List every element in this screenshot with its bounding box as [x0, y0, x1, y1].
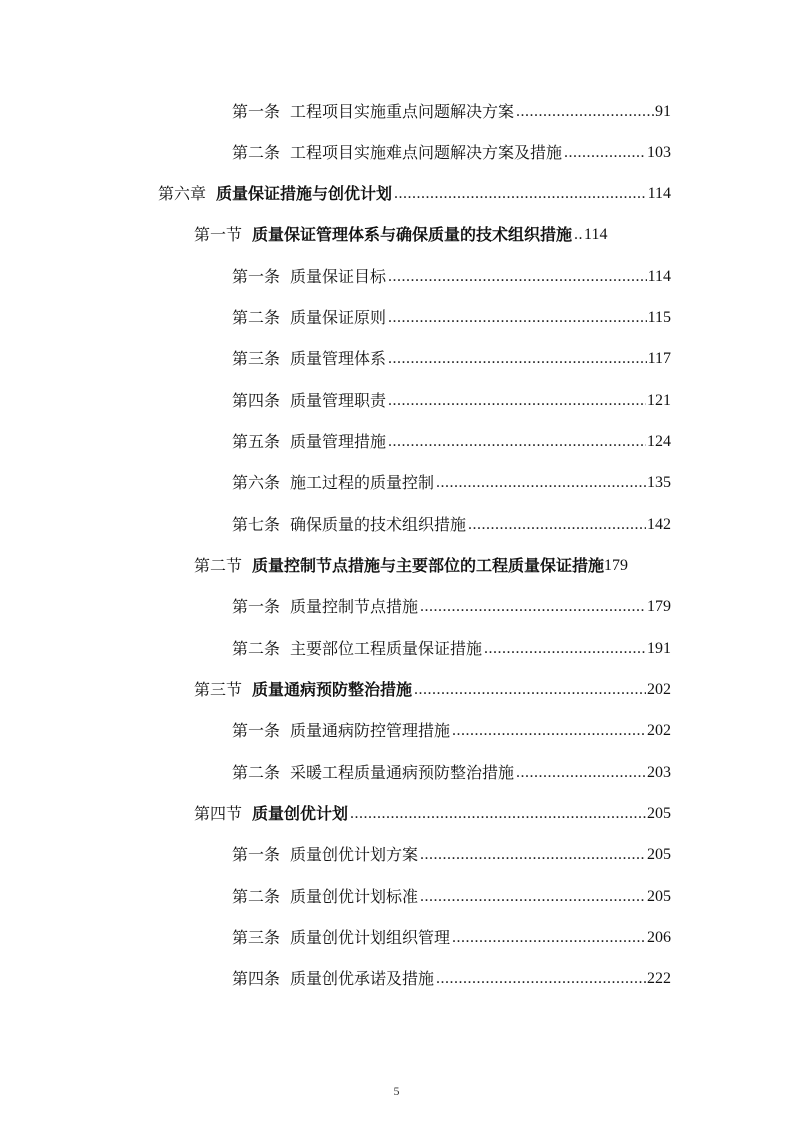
dot-leader [436, 969, 646, 989]
toc-entry-title: 质量控制节点措施 [290, 597, 419, 616]
toc-entry[interactable] [232, 298, 671, 328]
toc-entry-number: 第四条 [232, 391, 281, 410]
toc-chapter[interactable] [158, 174, 671, 204]
dot-leader [414, 680, 646, 700]
dot-leader [574, 225, 583, 245]
toc-entry-page: 205 [647, 888, 671, 905]
toc-entry-number: 第一条 [232, 267, 281, 286]
toc-entry-number: 第三节 [194, 680, 243, 699]
toc-entry-title: 质量保证管理体系与确保质量的技术组织措施 [252, 225, 573, 244]
toc-entry-number: 第六章 [158, 184, 207, 203]
toc-section[interactable] [194, 546, 697, 576]
toc-entry-page: 135 [647, 474, 671, 491]
toc-entry-page: 103 [647, 144, 671, 161]
toc-entry-number: 第一条 [232, 102, 281, 121]
toc-entry-title: 确保质量的技术组织措施 [290, 515, 467, 534]
page-number: 5 [393, 1084, 400, 1098]
toc-entry-title: 质量保证措施与创优计划 [216, 184, 393, 203]
toc-entry[interactable] [232, 835, 671, 865]
toc-entry-title: 质量管理职责 [290, 391, 387, 410]
toc-entry-title: 质量创优承诺及措施 [290, 969, 435, 988]
toc-entry-number: 第一条 [232, 845, 281, 864]
dot-leader [388, 267, 647, 287]
toc-entry-number: 第二条 [232, 639, 281, 658]
toc-entry[interactable] [232, 629, 671, 659]
toc-entry-number: 第二条 [232, 887, 281, 906]
toc-entry[interactable] [232, 877, 671, 907]
toc-entry-title: 质量创优计划标准 [290, 887, 419, 906]
toc-entry-number: 第二条 [232, 308, 281, 327]
toc-entry[interactable] [232, 711, 671, 741]
toc-entry-title: 主要部位工程质量保证措施 [290, 639, 483, 658]
dot-leader [420, 845, 646, 865]
dot-leader [452, 721, 646, 741]
dot-leader [468, 515, 646, 535]
toc-entry-title: 质量保证目标 [290, 267, 387, 286]
toc-entry-number: 第一条 [232, 721, 281, 740]
toc-entry[interactable] [232, 422, 671, 452]
toc-entry[interactable] [232, 257, 671, 287]
dot-leader [436, 473, 646, 493]
toc-entry-page: 114 [584, 226, 608, 243]
toc-entry-number: 第四条 [232, 969, 281, 988]
toc-entry-title: 质量创优计划方案 [290, 845, 419, 864]
toc-entry-number: 第六条 [232, 473, 281, 492]
toc-entry-page: 222 [647, 970, 671, 987]
toc-entry-page: 202 [647, 681, 671, 698]
toc-entry-title: 质量通病防控管理措施 [290, 721, 451, 740]
toc-entry-page: 91 [655, 103, 671, 120]
dot-leader [452, 928, 646, 948]
dot-leader [420, 887, 646, 907]
toc-entry-number: 第二条 [232, 763, 281, 782]
toc-entry-title: 质量创优计划 [252, 804, 349, 823]
toc-entry-page: 124 [647, 433, 671, 450]
toc-entry-page: 121 [647, 392, 671, 409]
toc-entry-title: 质量保证原则 [290, 308, 387, 327]
toc-entry-number: 第五条 [232, 432, 281, 451]
toc-entry-title: 质量管理体系 [290, 349, 387, 368]
dot-leader [388, 432, 646, 452]
toc-entry-title: 质量通病预防整治措施 [252, 680, 413, 699]
toc-entry-page: 205 [647, 846, 671, 863]
toc-entry-number: 第四节 [194, 804, 243, 823]
toc-entry[interactable] [232, 753, 671, 783]
toc-entry-page: 206 [647, 929, 671, 946]
toc-entry[interactable] [232, 381, 671, 411]
toc-entry-title: 施工过程的质量控制 [290, 473, 435, 492]
dot-leader [516, 102, 654, 122]
dot-leader [388, 349, 647, 369]
toc-entry-page: 203 [647, 764, 671, 781]
toc-entry[interactable] [232, 918, 671, 948]
dot-leader [564, 143, 646, 163]
toc-entry-page: 142 [647, 516, 671, 533]
toc-entry[interactable] [232, 339, 671, 369]
toc-entry-page: 117 [647, 350, 671, 367]
toc-entry-number: 第二条 [232, 143, 281, 162]
dot-leader [516, 763, 646, 783]
toc-entry-title: 工程项目实施重点问题解决方案 [290, 102, 515, 121]
toc-entry-number: 第三条 [232, 349, 281, 368]
toc-entry-page: 191 [647, 640, 671, 657]
dot-leader [420, 597, 646, 617]
toc-entry-page: 205 [647, 805, 671, 822]
toc-entry-number: 第一条 [232, 597, 281, 616]
toc-entry-page: 179 [647, 598, 671, 615]
toc-section[interactable] [194, 794, 671, 824]
toc-section[interactable] [194, 215, 671, 245]
dot-leader [388, 391, 646, 411]
toc-entry[interactable] [232, 587, 671, 617]
toc-entry[interactable] [232, 463, 671, 493]
toc-entry-title: 质量控制节点措施与主要部位的工程质量保证措施 [252, 556, 605, 575]
toc-section[interactable] [194, 670, 671, 700]
toc-entry-title: 质量创优计划组织管理 [290, 928, 451, 947]
dot-leader [388, 308, 647, 328]
dot-leader [394, 184, 647, 204]
toc-entry-title: 工程项目实施难点问题解决方案及措施 [290, 143, 563, 162]
toc-entry[interactable] [232, 959, 671, 989]
toc-entry[interactable] [232, 133, 671, 163]
toc-entry[interactable] [232, 505, 671, 535]
toc-entry-number: 第二节 [194, 556, 243, 575]
toc-entry-title: 质量管理措施 [290, 432, 387, 451]
toc-entry-title: 采暖工程质量通病预防整治措施 [290, 763, 515, 782]
toc-entry-page: 114 [647, 268, 671, 285]
toc-entry-number: 第三条 [232, 928, 281, 947]
toc-entry-number: 第七条 [232, 515, 281, 534]
toc-entry-page: 115 [647, 309, 671, 326]
toc-entry-page: 179 [604, 557, 629, 574]
toc-entry-number: 第一节 [194, 225, 243, 244]
toc-entry-page: 114 [647, 185, 671, 202]
toc-entry[interactable] [232, 92, 671, 122]
toc-entry-page: 202 [647, 722, 671, 739]
dot-leader [484, 639, 646, 659]
dot-leader [350, 804, 646, 824]
